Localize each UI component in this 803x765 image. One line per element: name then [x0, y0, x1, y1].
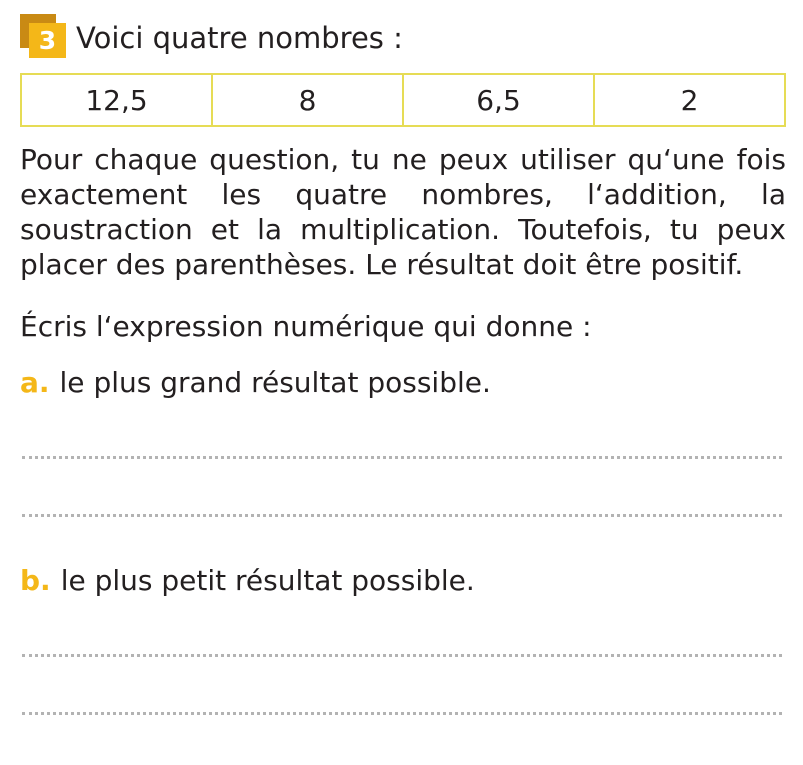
exercise-title: Voici quatre nombres : — [76, 21, 403, 55]
question-a — [20, 363, 491, 403]
number-cell: 12,5 — [21, 74, 212, 126]
question-b — [20, 561, 475, 601]
question-b-label: b. — [20, 564, 51, 597]
number-cell: 6,5 — [403, 74, 594, 126]
number-cell: 2 — [594, 74, 785, 126]
exercise-number: 3 — [29, 23, 66, 58]
question-a-text: le plus grand résultat possible. — [59, 366, 491, 399]
answer-line-a1[interactable] — [22, 456, 782, 459]
instruction-text: Écris l‘expression numérique qui donne : — [20, 310, 592, 343]
numbers-table — [20, 73, 786, 127]
answer-line-b1[interactable] — [22, 654, 782, 657]
answer-line-a2[interactable] — [22, 514, 782, 517]
question-b-text: le plus petit résultat possible. — [60, 564, 475, 597]
numbers-row — [21, 74, 785, 126]
rules-paragraph: Pour chaque question, tu ne peux utiliser qu‘une fois exactement les quatre nombres, l‘addition, la soustraction et la multiplication. Toutefois, tu peux placer des parenthèses. Le résultat doit être positif. — [20, 143, 786, 281]
answer-line-b2[interactable] — [22, 712, 782, 715]
number-cell: 8 — [212, 74, 403, 126]
exercise-number-badge — [20, 14, 66, 58]
question-a-label: a. — [20, 366, 50, 399]
